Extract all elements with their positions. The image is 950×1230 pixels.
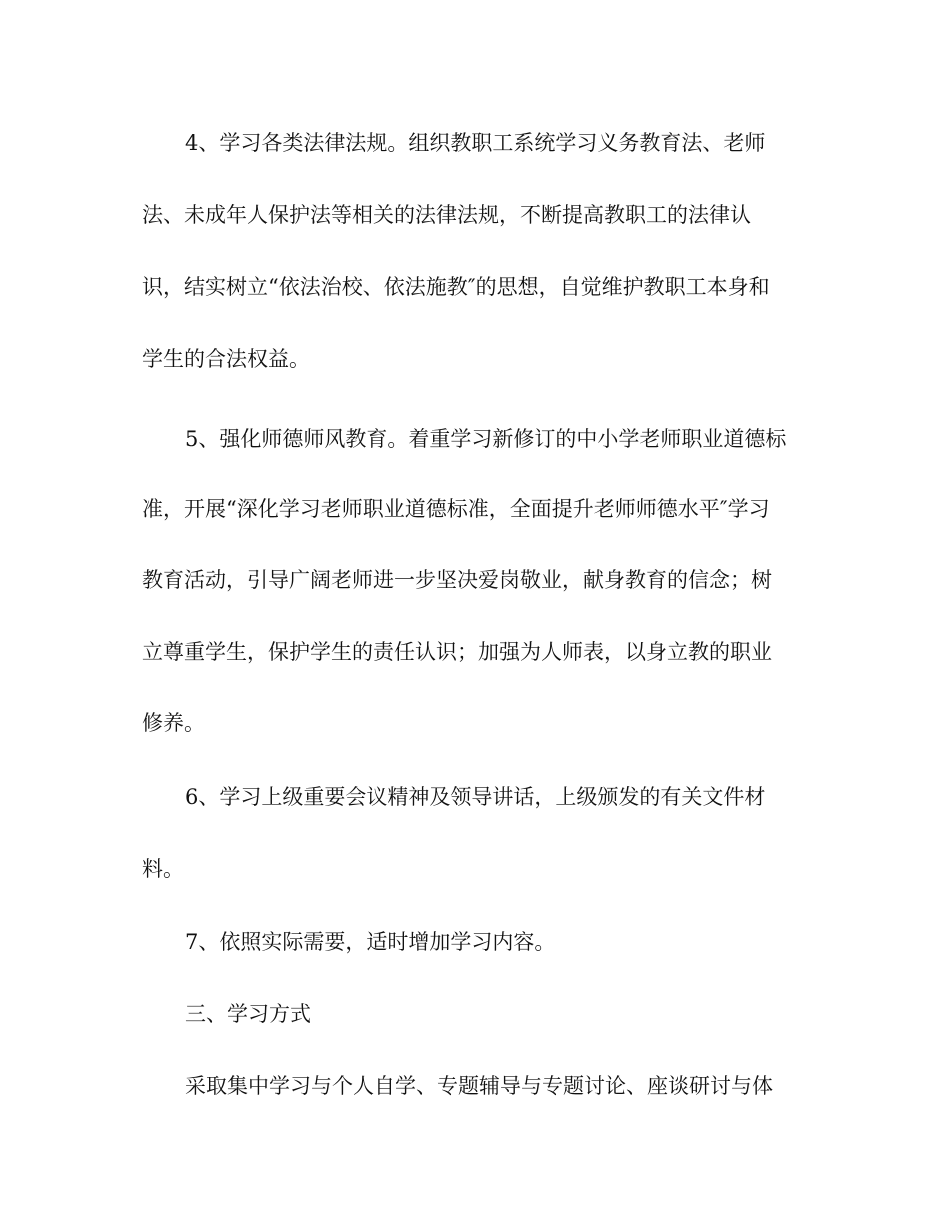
paragraph-4-line-4: 学生的合法权益。 [142, 347, 310, 371]
paragraph-6-line-1: 6、学习上级重要会议精神及领导讲话，上级颁发的有关文件材 [185, 785, 766, 809]
paragraph-5-line-1: 5、强化师德师风教育。着重学习新修订的中小学老师职业道德标 [185, 427, 787, 451]
paragraph-4-line-3: 识，结实树立“依法治校、依法施教″的思想，自觉维护教职工本身和 [142, 275, 770, 299]
paragraph-7-line-1: 7、依照实际需要，适时增加学习内容。 [185, 930, 556, 954]
section-heading-learning-methods: 三、学习方式 [185, 1002, 311, 1026]
paragraph-4-line-2: 法、未成年人保护法等相关的法律法规，不断提高教职工的法律认 [142, 203, 751, 227]
paragraph-5-line-3: 教育活动，引导广阔老师进一步坚决爱岗敬业，献身教育的信念；树 [142, 568, 772, 592]
paragraph-methods-line-1: 采取集中学习与个人自学、专题辅导与专题讨论、座谈研讨与体 [185, 1074, 773, 1098]
paragraph-5-line-4: 立尊重学生，保护学生的责任认识；加强为人师表，以身立教的职业 [142, 640, 772, 664]
paragraph-5-line-2: 准，开展“深化学习老师职业道德标准，全面提升老师师德水平″学习 [142, 497, 770, 521]
paragraph-5-line-5: 修养。 [142, 711, 205, 735]
paragraph-4-line-1: 4、学习各类法律法规。组织教职工系统学习义务教育法、老师 [185, 131, 766, 155]
paragraph-6-line-2: 料。 [142, 857, 184, 881]
